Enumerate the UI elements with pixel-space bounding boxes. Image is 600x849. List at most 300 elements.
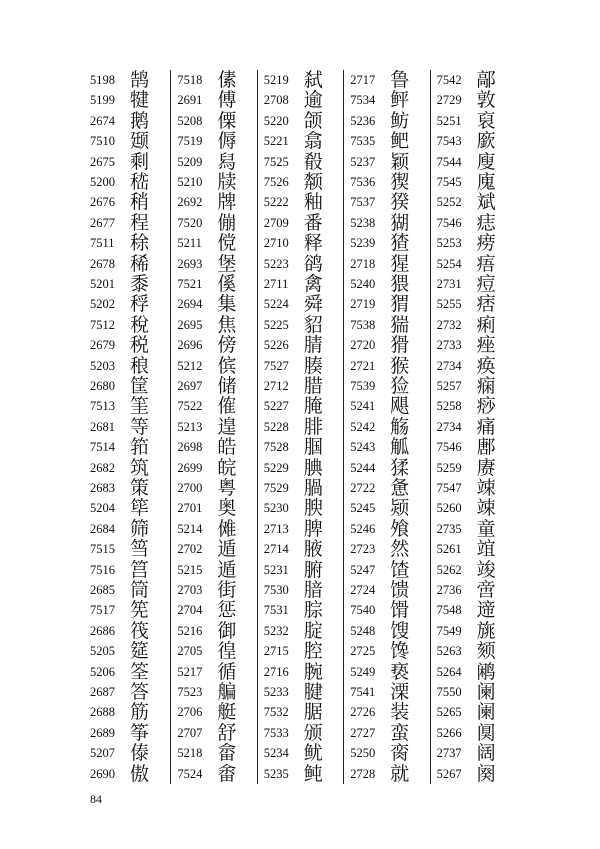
entry-number: 7513 [90, 399, 115, 414]
entry-character: 蛮 [390, 721, 410, 744]
entry-character: 黍 [130, 273, 150, 295]
entry-row [171, 641, 257, 661]
entry-character: 痛 [476, 415, 496, 438]
entry-row [431, 560, 517, 580]
entry-number: 5212 [177, 358, 203, 373]
entry-number: 5262 [436, 562, 462, 577]
entry-row [84, 315, 170, 335]
entry-row [258, 213, 344, 233]
entry-number: 2733 [436, 338, 462, 353]
entry-number: 5200 [90, 175, 115, 189]
entry-row [431, 90, 517, 110]
entry-character: 飓 [390, 395, 410, 418]
entry-character: 痣 [476, 211, 496, 234]
entry-character: 筥 [130, 558, 150, 581]
entry-row [171, 764, 257, 784]
entry-number: 5228 [263, 419, 289, 434]
entry-row [431, 498, 517, 518]
entry-row [258, 131, 344, 151]
entry-number: 5227 [263, 399, 289, 414]
entry-number: 7524 [177, 766, 203, 781]
entry-row [84, 254, 170, 274]
entry-row [258, 254, 344, 274]
entry-number: 7517 [90, 603, 115, 618]
entry-character: 竦 [476, 477, 496, 499]
entry-row [171, 172, 257, 192]
entry-number: 2728 [350, 766, 376, 781]
entry-row [431, 356, 517, 376]
entry-number: 7522 [177, 399, 203, 414]
entry-number: 2683 [90, 481, 115, 495]
entry-row [258, 315, 344, 335]
entry-number: 7527 [263, 358, 289, 373]
entry-character: 稃 [130, 293, 150, 316]
entry-row [431, 437, 517, 457]
entry-number: 2737 [436, 746, 462, 761]
entry-character: 廆 [476, 171, 496, 193]
entry-character: 艇 [217, 701, 237, 724]
entry-character: 稌 [130, 232, 150, 255]
entry-character: 斌 [476, 191, 496, 214]
entry-row [431, 70, 517, 90]
entry-row [84, 600, 170, 620]
entry-number: 2727 [350, 725, 376, 740]
entry-row [171, 580, 257, 600]
entry-number: 7541 [350, 685, 376, 699]
entry-row [171, 682, 257, 702]
entry-row [84, 192, 170, 212]
entry-character: 犍 [130, 89, 150, 112]
entry-number: 7520 [177, 215, 203, 230]
entry-character: 筌 [130, 660, 150, 683]
entry-character: 腱 [303, 681, 323, 703]
entry-row [431, 294, 517, 314]
entry-row [171, 254, 257, 274]
entry-character: 牌 [217, 191, 237, 214]
column-4 [343, 70, 430, 784]
entry-row [258, 498, 344, 518]
entry-row [258, 70, 344, 90]
entry-character: 脾 [303, 517, 323, 540]
entry-row [344, 111, 430, 131]
entry-number: 7534 [350, 93, 376, 108]
entry-row [431, 192, 517, 212]
entry-number: 2690 [90, 766, 115, 781]
entry-character: 赓 [476, 456, 496, 479]
entry-character: 竣 [476, 558, 496, 581]
entry-row [344, 723, 430, 743]
entry-row [171, 294, 257, 314]
entry-number: 5209 [177, 154, 203, 169]
entry-character: 颋 [130, 130, 150, 153]
entry-row [258, 233, 344, 253]
entry-character: 鹄 [130, 69, 150, 91]
entry-character: 街 [217, 579, 237, 601]
entry-row [258, 539, 344, 559]
entry-character: 裒 [476, 109, 496, 132]
entry-number: 5252 [436, 195, 462, 210]
entry-number: 2677 [90, 215, 115, 230]
entry-number: 2713 [263, 521, 289, 536]
entry-number: 2676 [90, 195, 115, 210]
entry-character: 傧 [217, 354, 237, 377]
entry-row [84, 376, 170, 396]
entry-character: 粤 [217, 477, 237, 499]
entry-number: 5226 [263, 338, 289, 353]
entry-character: 鲆 [390, 89, 410, 112]
column-3 [257, 70, 344, 784]
entry-character: 腑 [303, 558, 323, 581]
entry-row [344, 621, 430, 641]
entry-character: 腕 [303, 660, 323, 683]
entry-character: 猯 [390, 313, 410, 336]
entry-number: 5224 [263, 297, 289, 312]
entry-character: 舒 [217, 721, 237, 744]
entry-row [258, 396, 344, 416]
entry-row [258, 152, 344, 172]
entry-number: 7546 [436, 215, 462, 230]
entry-number: 2694 [177, 297, 203, 312]
entry-row [258, 274, 344, 294]
entry-number: 7521 [177, 277, 203, 291]
entry-number: 5235 [263, 766, 289, 781]
entry-number: 5240 [350, 277, 376, 291]
entry-character: 傈 [217, 109, 237, 132]
entry-number: 5211 [177, 236, 202, 251]
entry-row [258, 335, 344, 355]
entry-number: 5225 [263, 317, 289, 332]
entry-number: 2681 [90, 419, 115, 434]
entry-row [171, 723, 257, 743]
entry-character: 阔 [476, 742, 496, 765]
entry-character: 釉 [303, 191, 323, 214]
entry-row [171, 437, 257, 457]
entry-character: 傲 [130, 762, 150, 785]
entry-character: 翕 [303, 130, 323, 153]
entry-number: 5217 [177, 664, 203, 679]
entry-row [258, 600, 344, 620]
entry-row [258, 764, 344, 784]
entry-row [344, 560, 430, 580]
entry-number: 7518 [177, 73, 203, 87]
entry-character: 遑 [217, 415, 237, 438]
entry-row [344, 356, 430, 376]
entry-row [344, 213, 430, 233]
entry-row [431, 764, 517, 784]
entry-number: 7536 [350, 175, 376, 189]
entry-character: 猹 [390, 232, 410, 255]
entry-row [344, 192, 430, 212]
entry-row [431, 376, 517, 396]
entry-row [84, 682, 170, 702]
entry-character: 馈 [390, 579, 410, 601]
entry-number: 2721 [350, 358, 376, 373]
entry-character: 猴 [390, 354, 410, 377]
entry-row [344, 702, 430, 722]
entry-character: 痨 [476, 232, 496, 255]
entry-row [431, 396, 517, 416]
entry-row [431, 641, 517, 661]
entry-number: 2685 [90, 583, 115, 597]
entry-row [258, 478, 344, 498]
entry-number: 5199 [90, 93, 115, 108]
entry-row [84, 417, 170, 437]
entry-row [431, 621, 517, 641]
entry-number: 5204 [90, 501, 115, 516]
entry-row [84, 702, 170, 722]
entry-row [171, 662, 257, 682]
entry-number: 2717 [350, 73, 376, 87]
entry-character: 阕 [476, 762, 496, 785]
entry-row [344, 743, 430, 763]
entry-row [258, 437, 344, 457]
entry-number: 5219 [263, 73, 289, 87]
entry-number: 7538 [350, 317, 376, 332]
entry-number: 2674 [90, 113, 115, 128]
entry-number: 5260 [436, 501, 462, 516]
entry-character: 徨 [217, 640, 237, 663]
entry-number: 2693 [177, 256, 203, 271]
entry-character: 颎 [390, 497, 410, 520]
entry-number: 2682 [90, 460, 115, 475]
entry-character: 傩 [217, 517, 237, 540]
entry-number: 5246 [350, 521, 376, 536]
entry-number: 2697 [177, 379, 203, 393]
entry-character: 旐 [476, 619, 496, 642]
entry-row [344, 478, 430, 498]
entry-character: 皓 [217, 436, 237, 459]
entry-row [431, 702, 517, 722]
entry-row [344, 498, 430, 518]
entry-row [431, 213, 517, 233]
entry-row [84, 172, 170, 192]
entry-row [84, 131, 170, 151]
entry-row [431, 519, 517, 539]
entry-number: 2726 [350, 705, 376, 720]
entry-row [344, 274, 430, 294]
entry-row [258, 702, 344, 722]
entry-number: 5230 [263, 501, 289, 516]
entry-number: 7544 [436, 154, 462, 169]
entry-character: 集 [217, 293, 237, 316]
entry-number: 5253 [436, 236, 462, 251]
entry-row [84, 152, 170, 172]
entry-character: 畬 [217, 762, 237, 785]
entry-character: 惫 [390, 477, 410, 499]
entry-character: 廋 [476, 150, 496, 173]
entry-number: 2702 [177, 542, 203, 557]
entry-number: 2687 [90, 685, 115, 699]
entry-row [258, 682, 344, 702]
entry-row [344, 519, 430, 539]
entry-row [258, 580, 344, 600]
entry-character: 腡 [303, 477, 323, 499]
entry-row [344, 90, 430, 110]
entry-row [84, 539, 170, 559]
entry-number: 7519 [177, 134, 203, 149]
entry-character: 颌 [303, 109, 323, 132]
entry-number: 2704 [177, 603, 203, 618]
entry-row [84, 662, 170, 682]
entry-character: 储 [217, 375, 237, 397]
entry-row [431, 600, 517, 620]
entry-number: 7532 [263, 705, 289, 720]
entry-character: 御 [217, 619, 237, 642]
entry-row [431, 172, 517, 192]
entry-row [431, 274, 517, 294]
entry-row [431, 254, 517, 274]
entry-number: 5234 [263, 746, 289, 761]
entry-row [258, 641, 344, 661]
entry-number: 7528 [263, 440, 289, 455]
entry-character: 猱 [390, 456, 410, 479]
entry-character: 痫 [476, 375, 496, 397]
entry-row [344, 600, 430, 620]
entry-character: 鱿 [303, 742, 323, 765]
entry-character: 腓 [303, 415, 323, 438]
entry-number: 2709 [263, 215, 289, 230]
entry-number: 2716 [263, 664, 289, 679]
entry-character: 惩 [217, 599, 237, 622]
entry-number: 2689 [90, 725, 115, 740]
entry-character: 腒 [303, 701, 323, 724]
entry-character: 皖 [217, 456, 237, 479]
entry-row [171, 498, 257, 518]
entry-character: 鹆 [303, 252, 323, 275]
entry-number: 2678 [90, 256, 115, 271]
entry-number: 5266 [436, 725, 462, 740]
entry-number: 7546 [436, 440, 462, 455]
entry-row [258, 294, 344, 314]
entry-character: 筵 [130, 640, 150, 663]
entry-number: 7526 [263, 175, 289, 189]
entry-number: 2734 [436, 419, 462, 434]
entry-row [84, 458, 170, 478]
entry-character: 颁 [303, 721, 323, 744]
entry-number: 5207 [90, 746, 115, 761]
entry-character: 傰 [217, 211, 237, 234]
entry-character: 筏 [130, 619, 150, 642]
entry-number: 2714 [263, 542, 289, 557]
entry-row [344, 764, 430, 784]
entry-character: 痘 [476, 273, 496, 295]
character-table [84, 70, 516, 784]
entry-character: 痧 [476, 395, 496, 418]
entry-number: 7516 [90, 562, 115, 577]
entry-row [431, 233, 517, 253]
entry-number: 2715 [263, 644, 289, 659]
entry-row [171, 233, 257, 253]
entry-character: 释 [303, 232, 323, 255]
entry-number: 2695 [177, 317, 203, 332]
entry-character: 痞 [476, 293, 496, 316]
entry-character: 焦 [217, 313, 237, 336]
entry-character: 番 [303, 211, 323, 234]
entry-number: 7531 [263, 603, 289, 618]
entry-row [84, 335, 170, 355]
entry-character: 鄗 [476, 69, 496, 91]
entry-row [344, 131, 430, 151]
entry-row [171, 335, 257, 355]
entry-row [171, 539, 257, 559]
entry-row [171, 274, 257, 294]
entry-number: 5218 [177, 746, 203, 761]
entry-row [84, 519, 170, 539]
entry-number: 5264 [436, 664, 462, 679]
entry-number: 5238 [350, 215, 376, 230]
entry-row [344, 580, 430, 600]
entry-row [431, 662, 517, 682]
entry-row [84, 560, 170, 580]
entry-row [171, 702, 257, 722]
entry-row [171, 90, 257, 110]
entry-number: 2703 [177, 583, 203, 597]
entry-character: 答 [130, 681, 150, 703]
entry-row [344, 254, 430, 274]
entry-number: 2691 [177, 93, 203, 108]
entry-character: 筋 [130, 701, 150, 724]
entry-row [84, 111, 170, 131]
entry-number: 5263 [436, 644, 462, 659]
entry-number: 2711 [263, 277, 289, 291]
entry-row [171, 478, 257, 498]
entry-number: 2710 [263, 236, 289, 251]
entry-row [171, 192, 257, 212]
entry-character: 剩 [130, 150, 150, 173]
entry-row [171, 376, 257, 396]
entry-character: 筚 [130, 497, 150, 520]
entry-number: 2688 [90, 705, 115, 720]
entry-number: 5247 [350, 562, 376, 577]
entry-number: 7533 [263, 725, 289, 740]
entry-row [84, 213, 170, 233]
entry-character: 童 [476, 517, 496, 540]
entry-character: 舄 [217, 150, 237, 173]
entry-number: 2707 [177, 725, 203, 740]
entry-character: 傉 [217, 130, 237, 153]
entry-character: 艑 [217, 681, 237, 703]
entry-number: 5216 [177, 623, 203, 638]
entry-number: 7545 [436, 175, 462, 189]
entry-number: 2686 [90, 623, 115, 638]
entry-row [431, 723, 517, 743]
entry-row [84, 641, 170, 661]
entry-row [171, 213, 257, 233]
entry-character: 稅 [130, 313, 150, 336]
entry-character: 然 [390, 538, 410, 561]
entry-character: 筒 [130, 579, 150, 601]
entry-number: 7547 [436, 481, 462, 495]
entry-character: 遁 [217, 558, 237, 581]
entry-number: 2718 [350, 256, 376, 271]
entry-row [344, 641, 430, 661]
entry-character: 筑 [130, 456, 150, 479]
entry-character: 腌 [303, 395, 323, 418]
entry-character: 猥 [390, 273, 410, 295]
entry-character: 鲃 [390, 130, 410, 153]
entry-character: 腘 [303, 436, 323, 459]
entry-row [171, 111, 257, 131]
entry-number: 5231 [263, 562, 289, 577]
entry-number: 2705 [177, 644, 203, 659]
entry-row [84, 233, 170, 253]
entry-number: 2734 [436, 358, 462, 373]
entry-character: 殽 [303, 150, 323, 173]
entry-row [344, 70, 430, 90]
entry-number: 2684 [90, 521, 115, 536]
entry-character: 遁 [217, 538, 237, 561]
entry-character: 堡 [217, 252, 237, 275]
